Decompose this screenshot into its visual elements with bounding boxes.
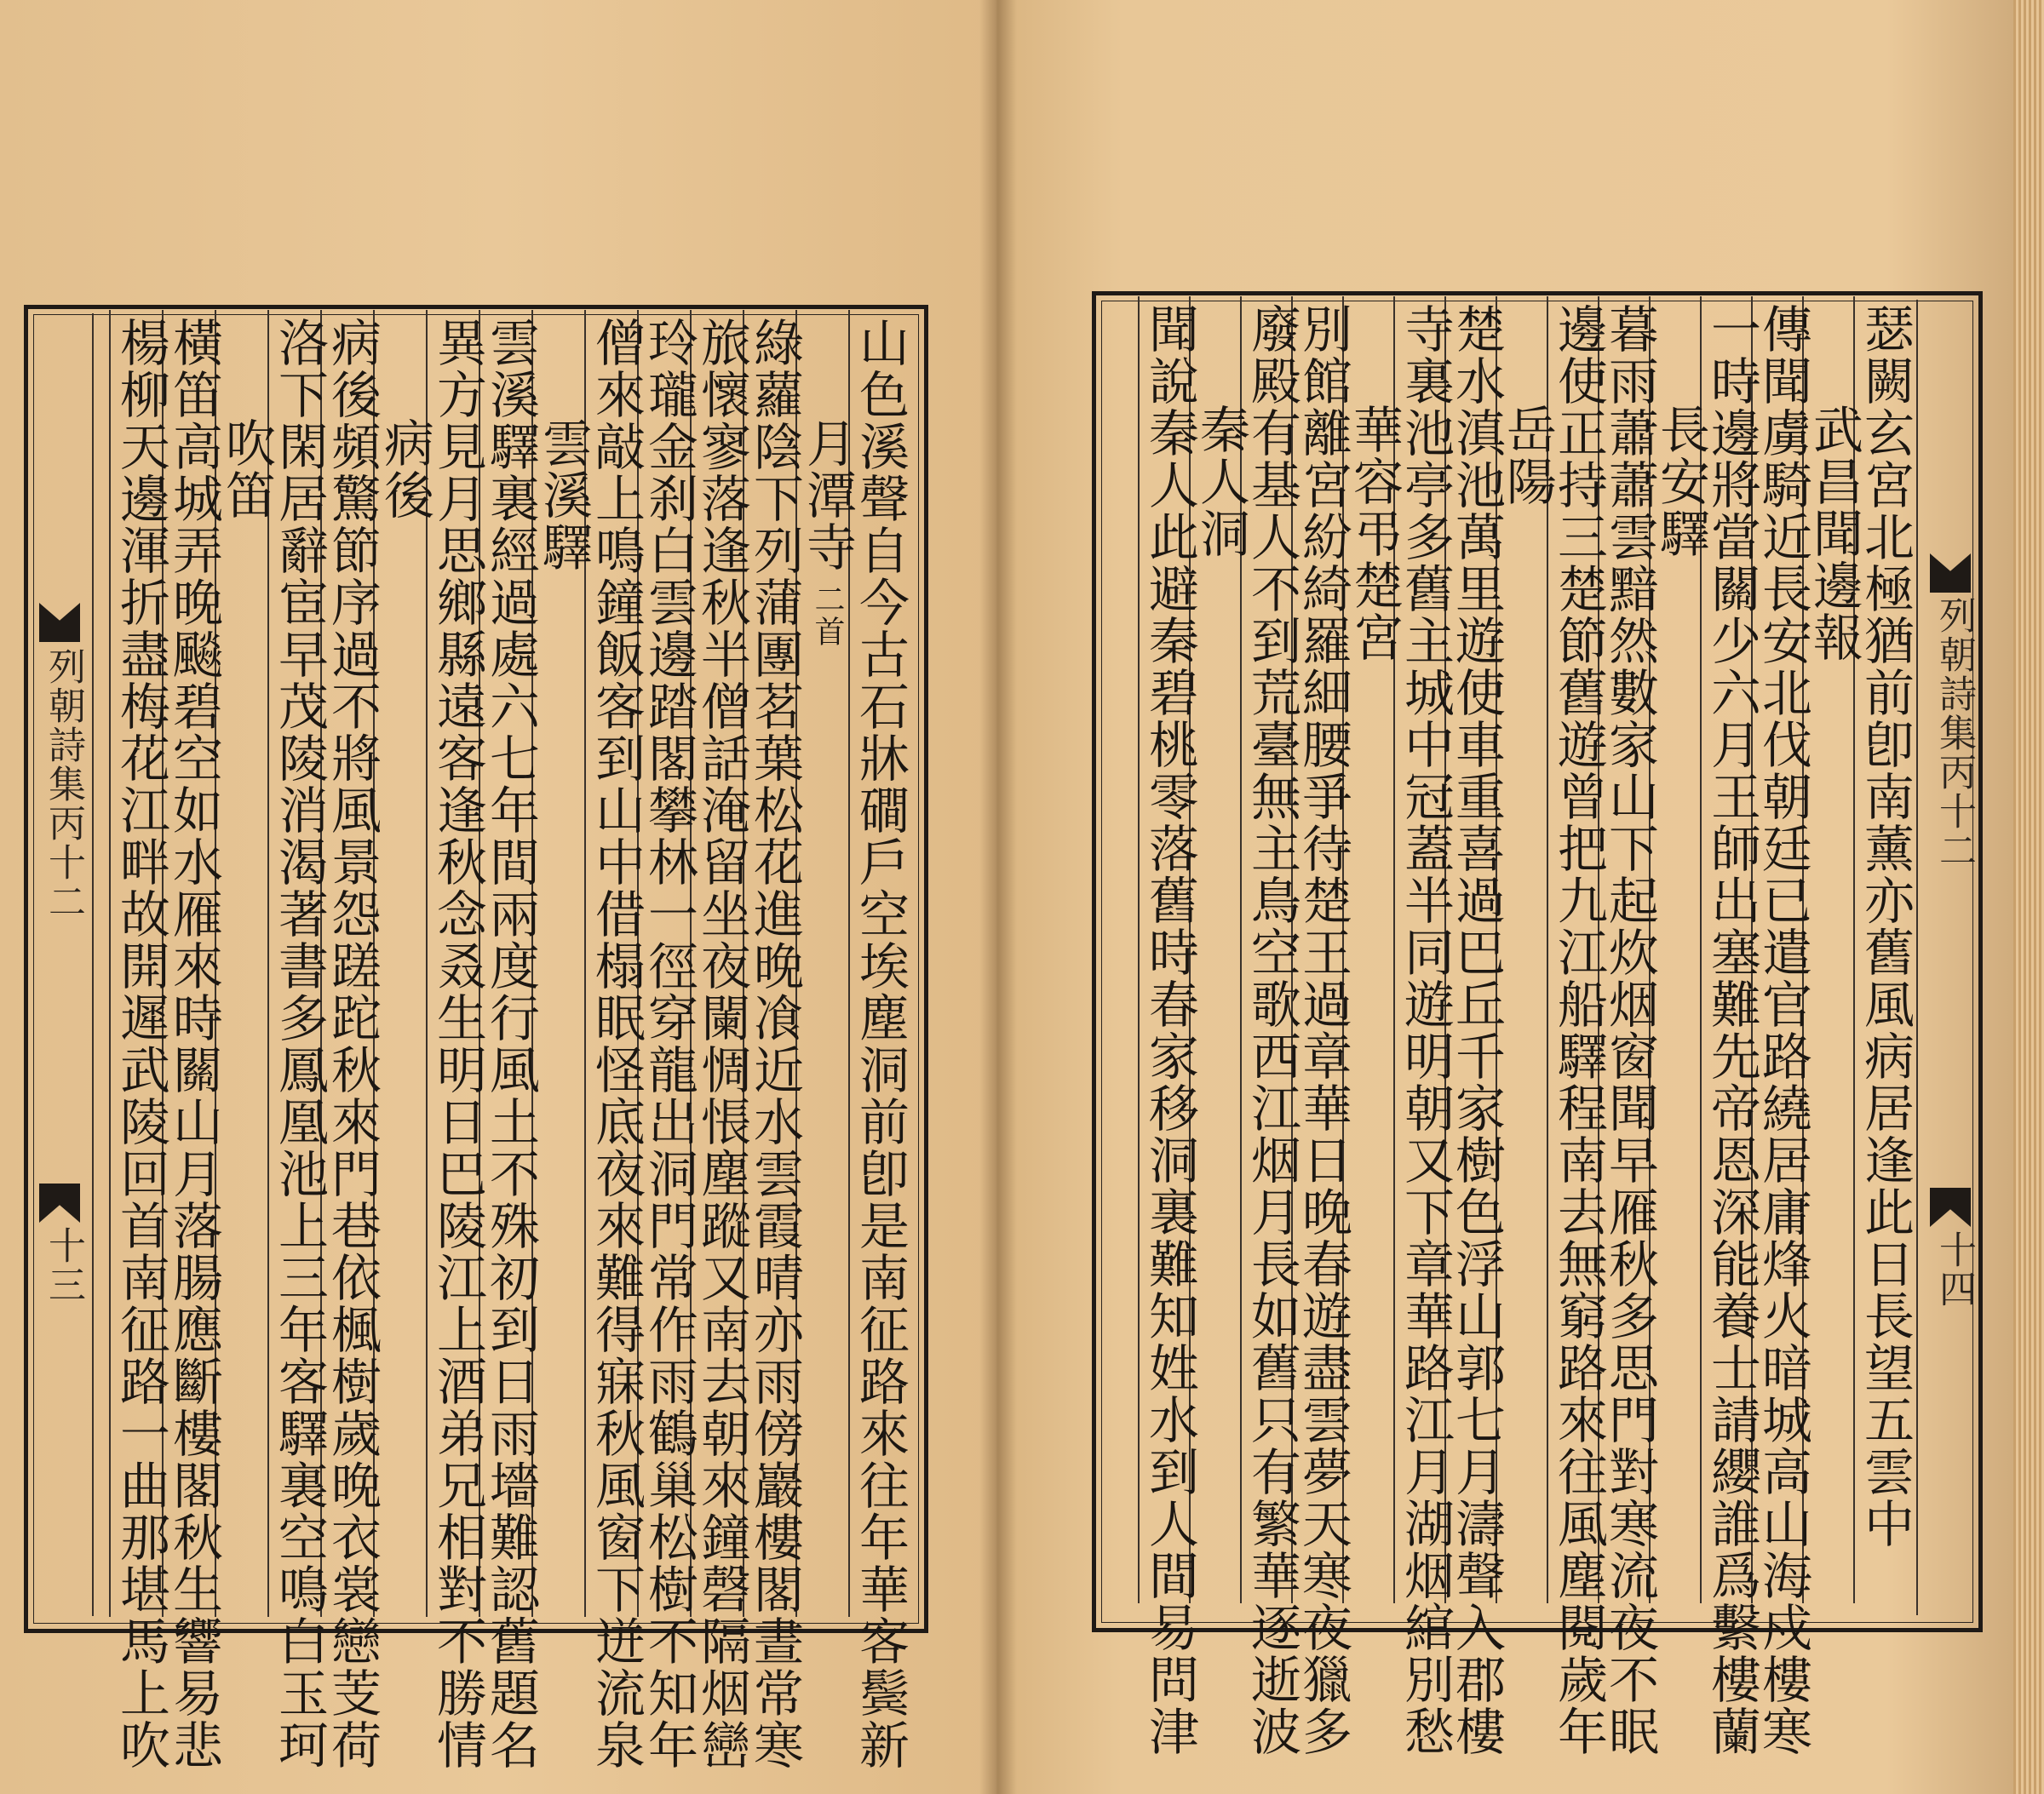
poem-title-text: 秦人洞 xyxy=(1191,404,1250,559)
text-column xyxy=(112,317,170,1771)
column-text: 山色溪聲自今古石牀磵戶空埃塵洞前卽是南征路來往年華客鬓新 xyxy=(851,317,910,1771)
poem-title-text: 吹笛 xyxy=(217,417,276,521)
poem-title xyxy=(534,417,593,573)
column-text: 一時邊將當關少六月王師出塞難先帝恩深能養士請纓誰爲繫樓蘭 xyxy=(1702,303,1761,1757)
column-text: 廢殿有基人不到荒臺無主鳥空歌西江烟月長如舊只有繁華逐逝波 xyxy=(1243,303,1301,1757)
text-column xyxy=(1396,303,1455,1757)
text-column xyxy=(1447,303,1506,1757)
poem-title xyxy=(798,417,857,648)
page-stack-edge xyxy=(2013,0,2044,1794)
poem-title-text: 岳陽 xyxy=(1498,404,1557,507)
column-text: 玲瓏金刹白雲邊踏閣攀林一徑穿龍出洞門常作雨鶴巢松樹不知年 xyxy=(640,317,698,1771)
poem-title-text: 月潭寺 xyxy=(798,417,857,573)
poem-title xyxy=(376,417,434,521)
text-column xyxy=(1140,303,1199,1757)
column-text: 楚水滇池萬里遊使車重喜過巴丘千家樹色浮山郭七月濤聲入郡樓 xyxy=(1447,303,1506,1757)
poem-title xyxy=(1651,404,1710,559)
text-column xyxy=(1702,303,1761,1757)
poem-title-note: 二首 xyxy=(810,583,845,648)
column-text: 旅懷寥落逢秋半僧話淹留坐夜闌惆悵塵蹤又南去朝來鐘磬隔烟巒 xyxy=(692,317,751,1771)
poem-title xyxy=(1805,404,1863,663)
text-column xyxy=(270,317,329,1771)
column-text: 綠蘿陰下列蒲團茗葉松花進晚飡近水雲霞晴亦雨傍巖樓閣晝常寒 xyxy=(745,317,804,1771)
poem-title xyxy=(1345,404,1404,663)
column-text: 邊使正持三楚節舊遊曾把九江船驛程南去無窮路來往風塵閱歲年 xyxy=(1549,303,1608,1757)
text-column xyxy=(1600,303,1659,1757)
column-text: 別館離宮紛綺羅細腰爭待楚王過章華日晚春遊盡雲夢天寒夜獵多 xyxy=(1294,303,1352,1757)
column-text: 聞說秦人此避秦碧桃零落舊時春家移洞裏難知姓水到人間易問津 xyxy=(1140,303,1199,1757)
book-gutter xyxy=(979,0,1017,1794)
poem-title-text: 華容弔楚宮 xyxy=(1345,404,1404,663)
text-column xyxy=(164,317,223,1771)
column-text: 橫笛高城弄晚飈碧空如水雁來時關山月落腸應斷樓閣秋生響易悲 xyxy=(164,317,223,1771)
poem-title-text: 雲溪驛 xyxy=(534,417,593,573)
right-margin-label: 列朝詩集丙十二 xyxy=(1932,596,1976,870)
poem-title-text: 長安驛 xyxy=(1651,404,1710,559)
column-text: 異方見月思鄉縣遠客逢秋念叒生明日巴陵江上酒弟兄相對不勝情 xyxy=(428,317,487,1771)
text-column xyxy=(745,317,804,1771)
column-text: 僧來敲上鳴鐘飯客到山中借榻眠怪底夜來難得寐秋風窗下迸流泉 xyxy=(587,317,646,1771)
poem-title-text: 病後 xyxy=(376,417,434,521)
column-text: 病後頻驚節序過不將風景怨蹉跎秋來門巷依楓樹歲晚衣裳戀芰荷 xyxy=(323,317,382,1771)
poem-title xyxy=(217,417,276,521)
text-column xyxy=(323,317,382,1771)
column-rule xyxy=(109,310,111,1617)
right-margin-page: 十四 xyxy=(1932,1230,1976,1309)
text-column xyxy=(1294,303,1352,1757)
text-column xyxy=(481,317,540,1771)
left-margin-rule xyxy=(92,313,94,1616)
column-text: 傳聞虜騎近長安北伐朝廷已遣官路繞居庸烽火暗城高山海戍樓寒 xyxy=(1754,303,1812,1757)
right-margin-rule xyxy=(1916,300,1918,1615)
poem-title xyxy=(1191,404,1250,559)
left-margin-label: 列朝詩集丙十二 xyxy=(42,647,85,921)
text-column xyxy=(1754,303,1812,1757)
column-text: 瑟闕玄宮北極猶前卽南薰亦舊風病居逢此日長望五雲中 xyxy=(1856,303,1915,1550)
column-text: 暮雨蕭蕭雲黯然數家山下起炊烟窗聞早雁秋多思門對寒流夜不眠 xyxy=(1600,303,1659,1757)
text-column xyxy=(1549,303,1608,1757)
text-column xyxy=(1243,303,1301,1757)
column-text: 寺裏池亭多舊主城中冠蓋半同遊明朝又下章華路江月湖烟綰別愁 xyxy=(1396,303,1455,1757)
text-column xyxy=(428,317,487,1771)
poem-title-text: 武昌聞邊報 xyxy=(1805,404,1863,663)
column-text: 楊柳天邊渾折盡梅花江畔故開遲武陵回首南征路一曲那堪馬上吹 xyxy=(112,317,170,1771)
column-text: 雲溪驛裏經過處六七年間兩度行風土不殊初到日雨墻難認舊題名 xyxy=(481,317,540,1771)
column-rule xyxy=(1138,296,1140,1603)
text-column xyxy=(851,317,910,1771)
text-column xyxy=(640,317,698,1771)
column-text: 洛下閑居辭宦早茂陵消渴著書多鳳凰池上三年客驛裏空鳴白玉珂 xyxy=(270,317,329,1771)
text-column xyxy=(1856,303,1915,1550)
poem-title xyxy=(1498,404,1557,507)
left-margin-page: 十三 xyxy=(42,1226,85,1304)
text-column xyxy=(587,317,646,1771)
text-column xyxy=(692,317,751,1771)
